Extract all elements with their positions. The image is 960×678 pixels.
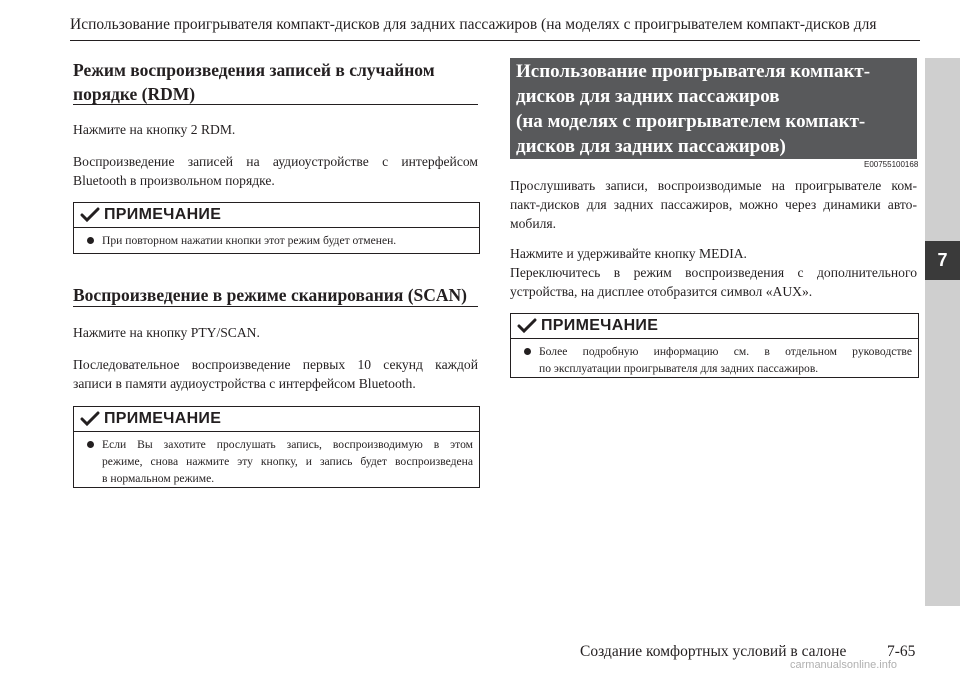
note-heading: [74, 407, 479, 432]
watermark: carmanualsonline.info: [790, 659, 898, 671]
note-rdm: [73, 202, 480, 254]
rdm-heading-line2: порядке (RDM): [73, 84, 196, 104]
scan-description-line2: записи в памяти аудиоустройства с интерфейсом Bluetooth.: [73, 376, 416, 391]
side-strip: [925, 58, 960, 606]
note-scan-line3: в нормальном режиме.: [102, 472, 215, 485]
intro-line1: Прослушивать записи, воспроизводимые на проигрывателе ком-: [510, 178, 917, 193]
bullet-icon: [87, 237, 94, 244]
note-scan-line1: Если Вы захотите прослушать запись, воспроизводимую в этом: [102, 438, 473, 451]
section-title-line2: дисков для задних пассажиров: [516, 86, 780, 107]
note-heading-label: ПРИМЕЧАНИЕ: [104, 410, 222, 427]
section-title-box: [510, 58, 917, 159]
note-rdm-text: При повторном нажатии кнопки этот режим будет отменен.: [102, 234, 397, 247]
note-rdm-body: [74, 228, 479, 253]
bullet-icon: [87, 441, 94, 448]
note-rear-line1: Более подробную информацию см. в отдельном руководстве: [539, 345, 912, 358]
scan-rule: [73, 306, 478, 307]
intro-line2: пакт-дисков для задних пассажиров, можно через динамики авто-: [510, 197, 917, 212]
note-scan-line2: режиме, снова нажмите эту кнопку, и запись будет воспроизведена: [102, 455, 473, 468]
rdm-description-line2: Bluetooth в произвольном порядке.: [73, 173, 275, 188]
rdm-heading-line1: Режим воспроизведения записей в случайном: [73, 60, 435, 80]
section-title-line4: дисков для задних пассажиров): [516, 136, 786, 157]
header-rule: [70, 40, 920, 41]
intro-paragraph: [510, 176, 917, 233]
media-line2: Переключитесь в режим воспроизведения с дополнительного: [510, 265, 917, 280]
note-heading: [511, 314, 918, 339]
footer-section: Создание комфортных условий в салоне: [580, 643, 847, 660]
note-scan-body: [74, 432, 479, 491]
note-rear-body: [511, 339, 918, 381]
bullet-icon: [524, 348, 531, 355]
scan-step: Нажмите на кнопку PTY/SCAN.: [73, 325, 260, 340]
rdm-heading: [73, 58, 478, 106]
rdm-description: [73, 152, 478, 190]
media-instructions: [510, 244, 917, 301]
scan-heading: Воспроизведение в режиме сканирования (SCAN): [73, 285, 468, 305]
page-number: 7-65: [887, 643, 916, 660]
note-heading-label: ПРИМЕЧАНИЕ: [541, 317, 659, 334]
note-rear-player: [510, 313, 919, 378]
chapter-tab: 7: [925, 241, 960, 280]
intro-line3: мобиля.: [510, 216, 557, 231]
scan-description-line1: Последовательное воспроизведение первых 10 секунд каждой: [73, 357, 478, 372]
running-header: Использование проигрывателя компакт-дисков для задних пассажиров (на моделях с проигрывателем компакт-дисков для: [70, 16, 877, 33]
section-title-line1: Использование проигрывателя компакт-: [516, 61, 871, 82]
rdm-rule: [73, 104, 478, 105]
section-title-line3: (на моделях с проигрывателем компакт-: [516, 111, 866, 132]
note-rear-line2: по эксплуатации проигрывателя для задних пассажиров.: [539, 362, 819, 375]
scan-description: [73, 355, 478, 393]
note-scan: [73, 406, 480, 488]
rdm-description-line1: Воспроизведение записей на аудиоустройстве с интерфейсом: [73, 154, 478, 169]
pencil-check-icon: [517, 318, 537, 334]
note-heading: [74, 203, 479, 228]
note-heading-label: ПРИМЕЧАНИЕ: [104, 206, 222, 223]
rdm-step: Нажмите на кнопку 2 RDM.: [73, 122, 236, 137]
media-line3: устройства, на дисплее отобразится символ «AUX».: [510, 284, 813, 299]
pencil-check-icon: [80, 207, 100, 223]
reference-code: E00755100168: [864, 160, 919, 169]
pencil-check-icon: [80, 411, 100, 427]
media-line1: Нажмите и удерживайте кнопку MEDIA.: [510, 246, 747, 261]
